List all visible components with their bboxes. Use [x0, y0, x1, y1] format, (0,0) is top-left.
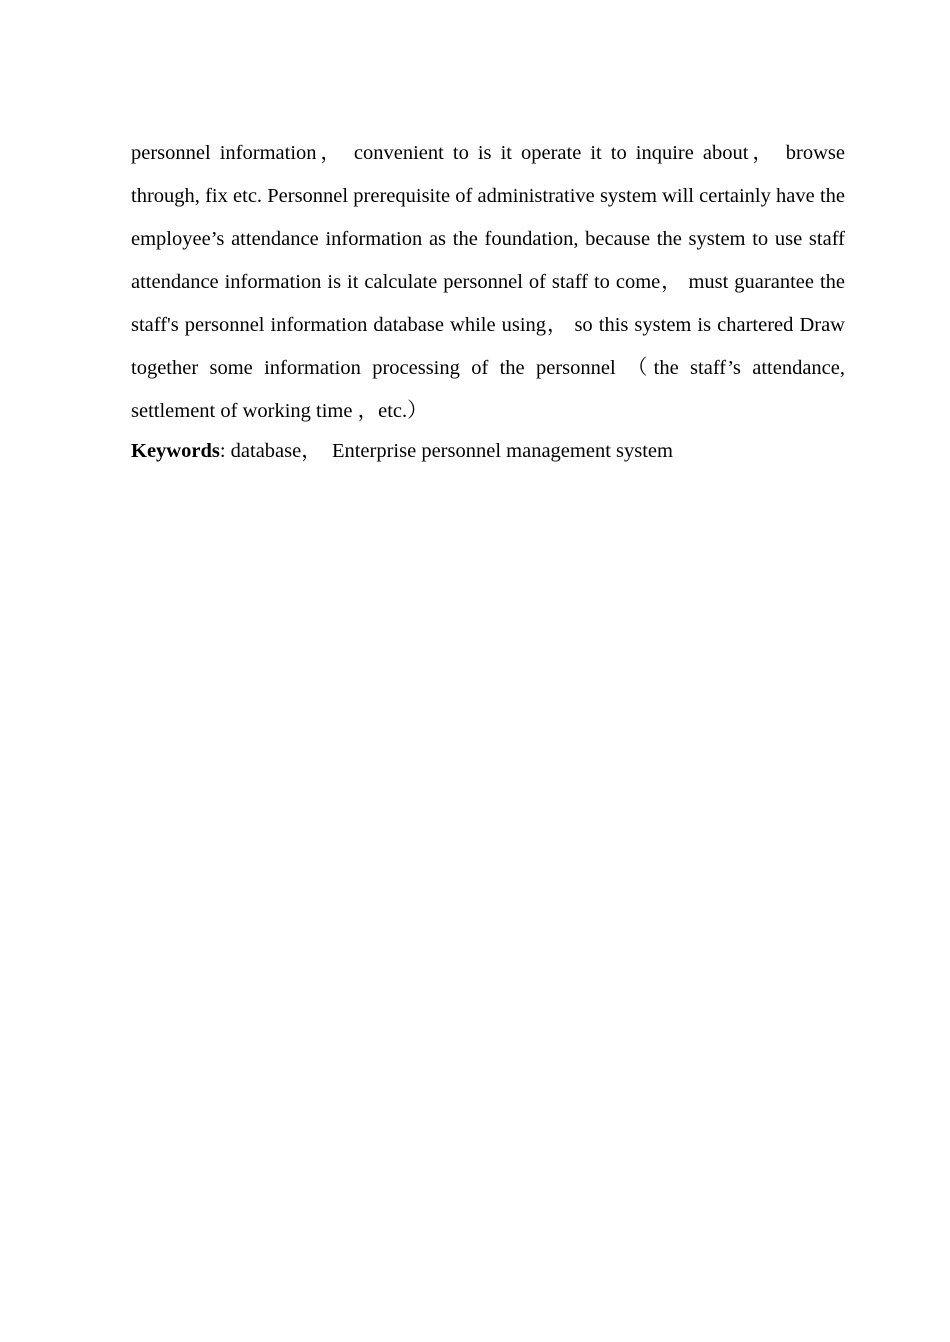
keywords-line: [131, 431, 845, 471]
abstract-section: [131, 132, 845, 471]
abstract-paragraph: personnel information， convenient to is it operate it to inquire about， browse through, fix etc. Personnel prerequisite of administrative system will certainly have the employee’s attendance information as the foundation, because the system to use staff attendance information is it calculate personnel of staff to come， must guarantee the staff's personnel information database while using， so this system is chartered Draw together some information processing of the personnel （the staff’s attendance, settlement of working time ，etc.）: [131, 142, 845, 422]
keywords-label: Keywords: [131, 440, 220, 462]
keywords-text: : database， Enterprise personnel management system: [219, 440, 673, 462]
